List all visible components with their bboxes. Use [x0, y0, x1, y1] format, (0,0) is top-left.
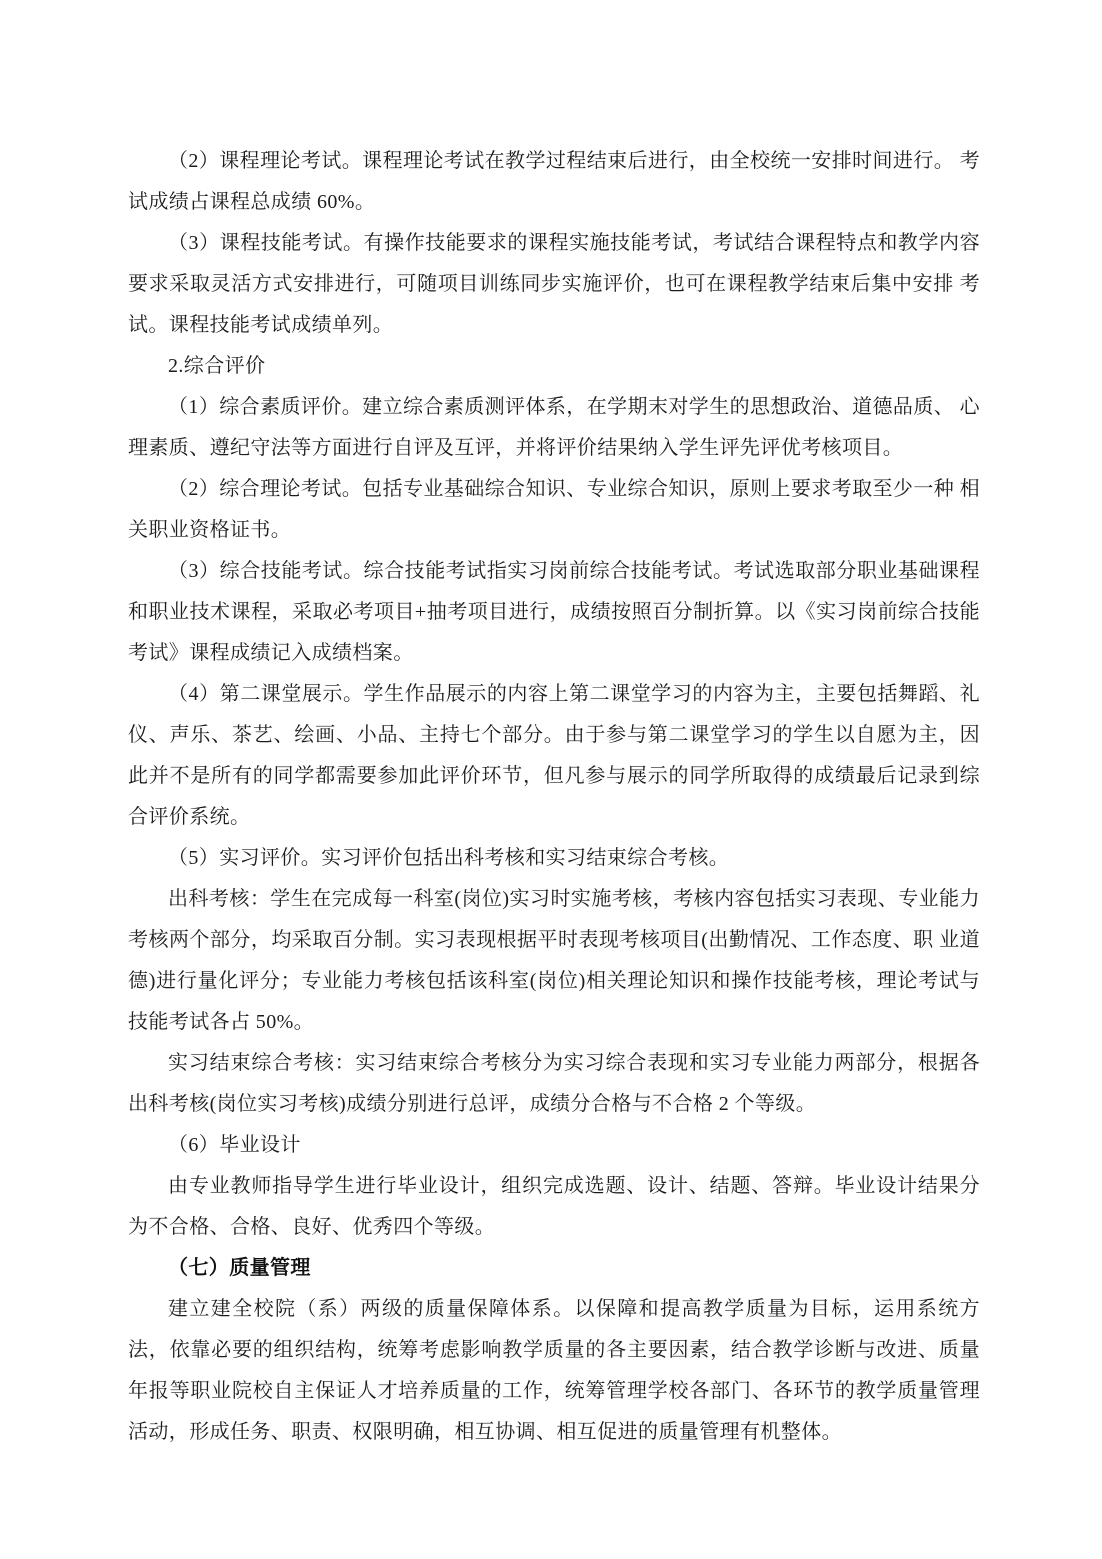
- paragraph: （6）毕业设计: [168, 1134, 301, 1156]
- paragraph: 2.综合评价: [168, 355, 266, 377]
- paragraph: 建立建全校院（系）两级的质量保障体系。以保障和提高教学质量为目标，运用系统方法，依靠必要的组织结构，统筹考虑影响教学质量的各主要因素，结合教学诊断与改进、质量年报等职业院校自主保证人才培养质量的工作，统筹管理学校各部门、各环节的教学质量管理活动，形成任务、职责、权限明确，相互协调、相互促进的质量管理有机整体。: [128, 1298, 980, 1443]
- paragraph: （2）课程理论考试。课程理论考试在教学过程结束后进行，由全校统一安排时间进行。 考试成绩占课程总成绩 60%。: [128, 150, 980, 213]
- paragraph: （3）课程技能考试。有操作技能要求的课程实施技能考试，考试结合课程特点和教学内容要求采取灵活方式安排进行，可随项目训练同步实施评价，也可在课程教学结束后集中安排 考试。课程技能考试成绩单列。: [128, 232, 980, 336]
- paragraph: 由专业教师指导学生进行毕业设计，组织完成选题、设计、结题、答辩。毕业设计结果分为不合格、合格、良好、优秀四个等级。: [128, 1175, 980, 1238]
- paragraph: 实习结束综合考核：实习结束综合考核分为实习综合表现和实习专业能力两部分，根据各 出科考核(岗位实习考核)成绩分别进行总评，成绩分合格与不合格 2 个等级。: [128, 1052, 980, 1115]
- paragraph: （4）第二课堂展示。学生作品展示的内容上第二课堂学习的内容为主，主要包括舞蹈、礼仪、声乐、茶艺、绘画、小品、主持七个部分。由于参与第二课堂学习的学生以自愿为主，因此并不是所有的同学都需要参加此评价环节，但凡参与展示的同学所取得的成绩最后记录到综合评价系统。: [128, 683, 980, 828]
- document-text-block: [128, 141, 980, 1453]
- paragraph: （5）实习评价。实习评价包括出科考核和实习结束综合考核。: [168, 847, 730, 869]
- paragraph: （1）综合素质评价。建立综合素质测评体系，在学期末对学生的思想政治、道德品质、 心理素质、遵纪守法等方面进行自评及互评，并将评价结果纳入学生评先评优考核项目。: [128, 396, 980, 459]
- paragraph: （3）综合技能考试。综合技能考试指实习岗前综合技能考试。考试选取部分职业基础课程和职业技术课程，采取必考项目+抽考项目进行，成绩按照百分制折算。以《实习岗前综合技能考试》课程成绩记入成绩档案。: [128, 560, 980, 664]
- paragraph: （2）综合理论考试。包括专业基础综合知识、专业综合知识，原则上要求考取至少一种 相关职业资格证书。: [128, 478, 980, 541]
- paragraph: 出科考核：学生在完成每一科室(岗位)实习时实施考核，考核内容包括实习表现、专业能力考核两个部分，均采取百分制。实习表现根据平时表现考核项目(出勤情况、工作态度、职 业道德)进行量化评分；专业能力考核包括该科室(岗位)相关理论知识和操作技能考核，理论考试与技能考试各占 50%。: [128, 888, 980, 1033]
- section-heading: （七）质量管理: [168, 1257, 311, 1279]
